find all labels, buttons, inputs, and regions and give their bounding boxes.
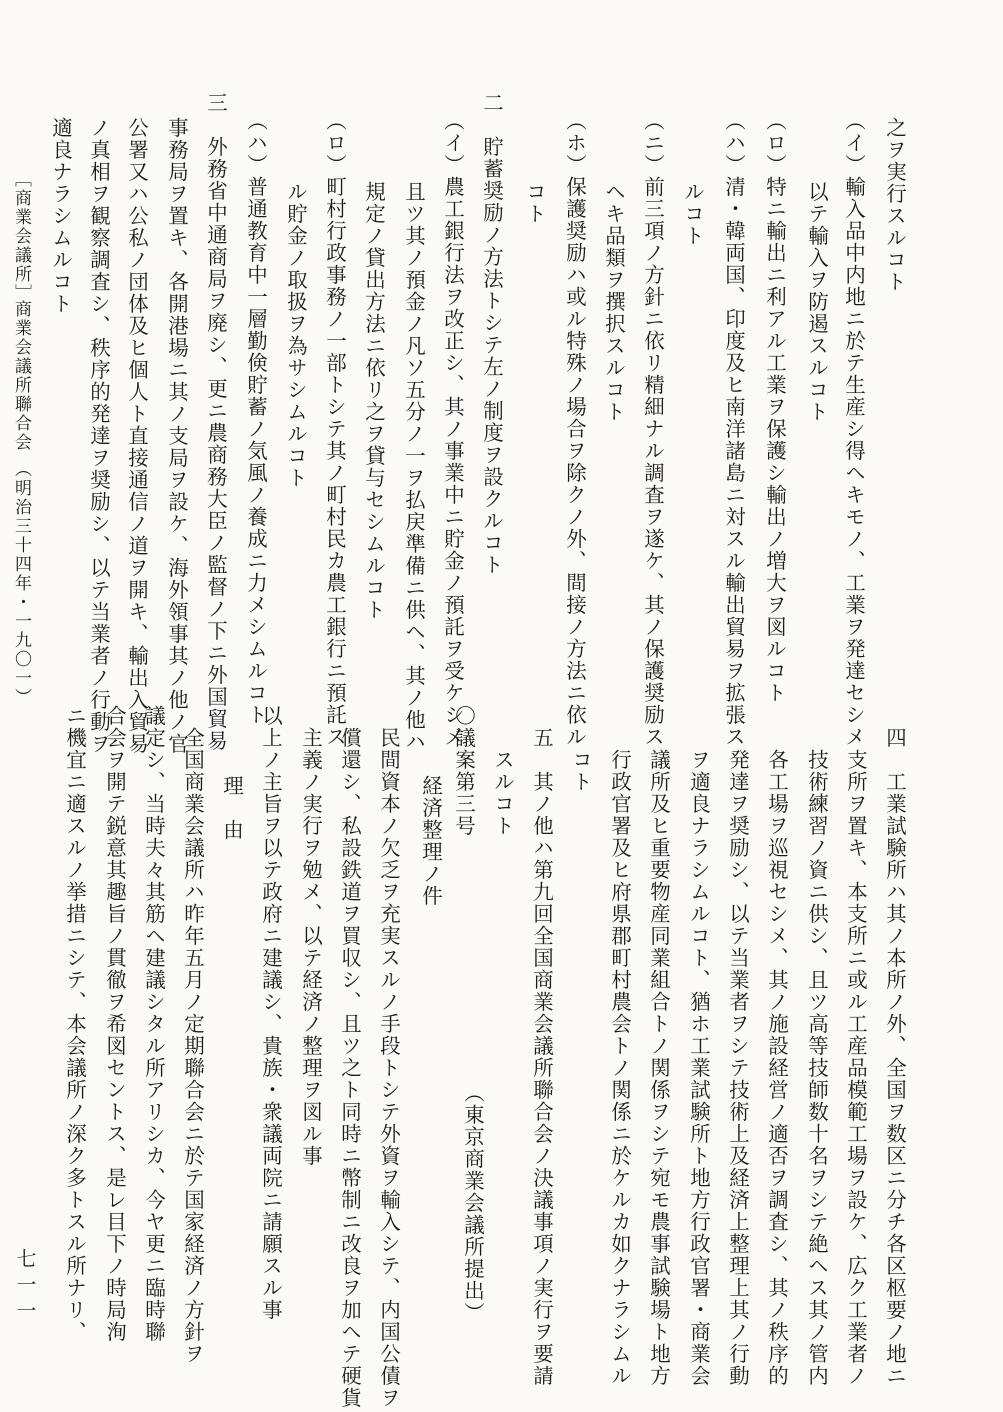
section-heading: 三 外務省中通商局ヲ廃シ、更ニ農商務大臣ノ監督ノ下ニ外国貿易 bbox=[203, 92, 228, 752]
text-line: ノ真相ヲ観察調査シ、秩序的発達ヲ奨励シ、以テ当業者ノ行動ヲ bbox=[86, 117, 111, 755]
text-line: ヲ適良ナラシムルコト、猶ホ工業試験所ト地方行政官署・商業会 bbox=[686, 749, 711, 1387]
footer-year: （明治三十四年・一九〇一） bbox=[11, 460, 31, 707]
text-line: ニ機宜ニ適スルノ挙措ニシテ、本会議所ノ深ク多トスル所ナリ、 bbox=[62, 705, 87, 1343]
text-line: 公署又ハ公私ノ団体及ヒ個人ト直接通信ノ道ヲ開キ、輸出入貿易 bbox=[124, 117, 149, 755]
section-heading: 四 工業試験所ハ其ノ本所ノ外、全国ヲ数区ニ分チ各区枢要ノ地ニ bbox=[882, 727, 907, 1387]
reason-heading: 理 由 bbox=[219, 775, 244, 841]
text-line: コト bbox=[522, 181, 547, 225]
text-line: 規定ノ貸出方法ニ依リ之ヲ貸与セシムルコト bbox=[361, 181, 386, 621]
text-line: （ロ）町村行政事務ノ一部トシテ其ノ町村民カ農工銀行ニ預託ス bbox=[322, 110, 347, 748]
bill-title: 経済整理ノ件 bbox=[418, 775, 443, 907]
text-line: 各工場ヲ巡視セシメ、其ノ施設経営ノ適否ヲ調査シ、其ノ秩序的 bbox=[764, 749, 789, 1387]
footer-bracket: ［商業会議所］ bbox=[11, 170, 31, 303]
text-line: （ホ）保護奨励ハ或ル特殊ノ場合ヲ除クノ外、間接ノ方法ニ依ル bbox=[562, 110, 587, 748]
text-line: 主義ノ実行ヲ勉メ、以テ経済ノ整理ヲ図ル事 bbox=[298, 727, 323, 1167]
bill-heading: 〇議案第三号 bbox=[451, 705, 476, 837]
text-line: 適良ナラシムルコト bbox=[48, 117, 73, 315]
text-line: 且ツ其ノ預金ノ凡ソ五分ノ一ヲ払戻準備ニ供ヘ、其ノ他ハ bbox=[401, 181, 426, 753]
text-line: ヘキ品類ヲ撰択スルコト bbox=[601, 181, 626, 423]
text-line: 技術練習ノ資ニ供シ、且ツ高等技師数十名ヲシテ絶ヘス其ノ管内 bbox=[804, 749, 829, 1387]
text-line: 事務局ヲ置キ、各開港場ニ其ノ支局ヲ設ケ、海外領事其ノ他ノ官 bbox=[164, 117, 189, 755]
text-line: 以上ノ主旨ヲ以テ政府ニ建議シ、貴族・衆議両院ニ請願スル事 bbox=[258, 705, 283, 1321]
footer-title: 商業会議所聯合会 bbox=[11, 300, 31, 452]
section-heading: 二 貯蓄奨励ノ方法トシテ左ノ制度ヲ設クルコト bbox=[479, 92, 504, 576]
text-line: 議定シ、当時夫々其筋ヘ建議シタル所アリシカ、今ヤ更ニ臨時聯 bbox=[141, 705, 166, 1343]
page-number: 七一一 bbox=[13, 1248, 37, 1326]
section-heading: 五 其ノ他ハ第九回全国商業会議所聯合会ノ決議事項ノ実行ヲ要請 bbox=[529, 727, 554, 1387]
text-line: スルコト bbox=[490, 749, 515, 837]
text-line: ルコト bbox=[680, 181, 705, 247]
text-line: 之ヲ実行スルコト bbox=[882, 117, 907, 293]
text-line: 支所ヲ置キ、本支所ニ或ル工産品模範工場ヲ設ケ、広ク工業者ノ bbox=[843, 749, 868, 1387]
text-line: 全国商業会議所ハ昨年五月ノ定期聯合会ニ於テ国家経済ノ方針ヲ bbox=[180, 727, 205, 1365]
text-line: （イ）農工銀行法ヲ改正シ、其ノ事業中ニ貯金ノ預託ヲ受ケシメ bbox=[440, 110, 465, 748]
text-line: コト bbox=[568, 749, 593, 793]
text-line: 発達ヲ奨励シ、以テ当業者ヲシテ技術上及経済上整理上其ノ行動 bbox=[725, 749, 750, 1387]
submitter-note: （東京商業会議所提出） bbox=[460, 1082, 485, 1324]
text-line: 民間資本ノ欠乏ヲ充実スルノ手段トシテ外資ヲ輸入シテ、内国公債ヲ bbox=[376, 727, 401, 1409]
text-line: ル貯金ノ取扱ヲ為サシムルコト bbox=[283, 181, 308, 489]
text-line: 償還シ、私設鉄道ヲ買収シ、且ツ之ト同時ニ幣制ニ改良ヲ加ヘテ硬貨 bbox=[337, 727, 362, 1409]
text-line: （イ）輸入品中内地ニ於テ生産シ得ヘキモノ、工業ヲ発達セシメ bbox=[841, 110, 866, 748]
text-line: （ハ）普通教育中一層勤倹貯蓄ノ気風ノ養成ニ力メシムルコト bbox=[243, 110, 268, 726]
text-line: （ロ）特ニ輸出ニ利アル工業ヲ保護シ輸出ノ増大ヲ図ルコト bbox=[762, 110, 787, 704]
text-line: （ハ）清・韓両国、印度及ヒ南洋諸島ニ対スル輸出貿易ヲ拡張ス bbox=[721, 110, 746, 748]
text-line: （ニ）前三項ノ方針ニ依リ精細ナル調査ヲ遂ケ、其ノ保護奨励ス bbox=[640, 110, 665, 748]
text-line: 行政官署及ヒ府県郡町村農会トノ関係ニ於ケルカ如クナラシムル bbox=[607, 749, 632, 1387]
text-line: 合会ヲ開テ鋭意其趣旨ノ貫徹ヲ希図セントス、是レ目下ノ時局洵 bbox=[102, 705, 127, 1343]
text-line: 以テ輸入ヲ防遏スルコト bbox=[804, 181, 829, 423]
text-line: 議所及ヒ重要物産同業組合トノ関係ヲシテ宛モ農事試験場ト地方 bbox=[646, 749, 671, 1387]
